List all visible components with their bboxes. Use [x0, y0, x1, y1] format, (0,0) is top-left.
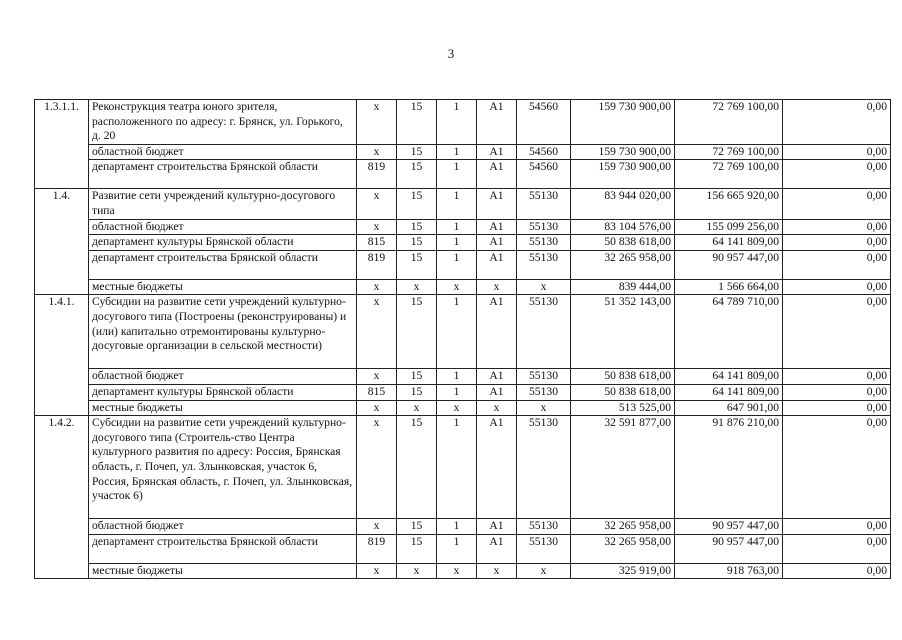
row-name-cell: местные бюджеты — [89, 563, 357, 579]
direction-cell: x — [517, 563, 571, 579]
amount-2-cell: 156 665 920,00 — [675, 189, 783, 219]
subsection-cell: 1 — [437, 189, 477, 219]
subsection-cell: 1 — [437, 100, 477, 145]
amount-3-cell: 0,00 — [783, 100, 891, 145]
row-name-cell: областной бюджет — [89, 519, 357, 535]
row-code-cell — [35, 144, 89, 160]
amount-1-cell: 32 265 958,00 — [571, 534, 675, 563]
section-cell: 15 — [397, 100, 437, 145]
target-cell: A1 — [477, 534, 517, 563]
row-name-cell: департамент строительства Брянской области — [89, 250, 357, 279]
target-cell: A1 — [477, 189, 517, 219]
table-row — [35, 416, 891, 519]
target-cell: A1 — [477, 416, 517, 519]
section-cell: 15 — [397, 295, 437, 369]
grbs-cell: x — [357, 519, 397, 535]
subsection-cell: 1 — [437, 295, 477, 369]
section-cell: 15 — [397, 369, 437, 385]
grbs-cell: x — [357, 369, 397, 385]
direction-cell: 55130 — [517, 534, 571, 563]
row-name-cell: Реконструкция театра юного зрителя, расположенного по адресу: г. Брянск, ул. Горького, д. 20 — [89, 100, 357, 145]
target-cell: A1 — [477, 144, 517, 160]
row-name-cell: департамент строительства Брянской области — [89, 534, 357, 563]
amount-2-cell: 1 566 664,00 — [675, 279, 783, 295]
target-cell: A1 — [477, 295, 517, 369]
amount-2-cell: 647 901,00 — [675, 400, 783, 416]
section-cell: 15 — [397, 519, 437, 535]
subsection-cell: 1 — [437, 384, 477, 400]
row-name-cell: Развитие сети учреждений культурно-досугового типа — [89, 189, 357, 219]
amount-1-cell: 50 838 618,00 — [571, 235, 675, 251]
target-cell: x — [477, 400, 517, 416]
target-cell: A1 — [477, 235, 517, 251]
target-cell: A1 — [477, 384, 517, 400]
subsection-cell: 1 — [437, 144, 477, 160]
section-cell: 15 — [397, 144, 437, 160]
grbs-cell: x — [357, 295, 397, 369]
amount-1-cell: 83 104 576,00 — [571, 219, 675, 235]
amount-1-cell: 32 265 958,00 — [571, 250, 675, 279]
direction-cell: x — [517, 279, 571, 295]
section-cell: 15 — [397, 160, 437, 189]
table-row — [35, 534, 891, 563]
table-row — [35, 144, 891, 160]
target-cell: A1 — [477, 100, 517, 145]
direction-cell: 54560 — [517, 100, 571, 145]
grbs-cell: x — [357, 100, 397, 145]
row-name-cell: Субсидии на развитие сети учреждений культурно-досугового типа (Строитель-ство Центра культурного развития по адресу: Россия, Брянская область, г. Почеп, ул. Злынковская, участок 6, Россия, Брянская область, г. Почеп, ул. Злынковская, участок 6) — [89, 416, 357, 519]
amount-2-cell: 155 099 256,00 — [675, 219, 783, 235]
target-cell: A1 — [477, 519, 517, 535]
table-row — [35, 279, 891, 295]
section-cell: 15 — [397, 219, 437, 235]
amount-3-cell: 0,00 — [783, 384, 891, 400]
section-cell: 15 — [397, 235, 437, 251]
grbs-cell: 819 — [357, 160, 397, 189]
section-cell: 15 — [397, 250, 437, 279]
grbs-cell: x — [357, 563, 397, 579]
amount-2-cell: 72 769 100,00 — [675, 100, 783, 145]
row-code-cell — [35, 400, 89, 416]
subsection-cell: x — [437, 400, 477, 416]
amount-2-cell: 90 957 447,00 — [675, 519, 783, 535]
amount-3-cell: 0,00 — [783, 534, 891, 563]
direction-cell: 55130 — [517, 219, 571, 235]
amount-3-cell: 0,00 — [783, 160, 891, 189]
grbs-cell: 815 — [357, 235, 397, 251]
amount-2-cell: 918 763,00 — [675, 563, 783, 579]
amount-3-cell: 0,00 — [783, 400, 891, 416]
amount-3-cell: 0,00 — [783, 189, 891, 219]
amount-1-cell: 159 730 900,00 — [571, 160, 675, 189]
amount-3-cell: 0,00 — [783, 563, 891, 579]
amount-2-cell: 91 876 210,00 — [675, 416, 783, 519]
row-code-cell: 1.4.2. — [35, 416, 89, 519]
row-name-cell: департамент культуры Брянской области — [89, 384, 357, 400]
amount-3-cell: 0,00 — [783, 416, 891, 519]
amount-1-cell: 159 730 900,00 — [571, 100, 675, 145]
direction-cell: 55130 — [517, 519, 571, 535]
row-code-cell — [35, 279, 89, 295]
table-row — [35, 235, 891, 251]
target-cell: A1 — [477, 250, 517, 279]
amount-1-cell: 83 944 020,00 — [571, 189, 675, 219]
direction-cell: 55130 — [517, 416, 571, 519]
amount-1-cell: 32 591 877,00 — [571, 416, 675, 519]
section-cell: 15 — [397, 189, 437, 219]
direction-cell: 55130 — [517, 384, 571, 400]
subsection-cell: x — [437, 279, 477, 295]
direction-cell: 55130 — [517, 295, 571, 369]
amount-3-cell: 0,00 — [783, 279, 891, 295]
amount-2-cell: 64 141 809,00 — [675, 235, 783, 251]
amount-3-cell: 0,00 — [783, 369, 891, 385]
row-name-cell: местные бюджеты — [89, 279, 357, 295]
section-cell: 15 — [397, 534, 437, 563]
subsection-cell: 1 — [437, 160, 477, 189]
amount-2-cell: 90 957 447,00 — [675, 250, 783, 279]
row-code-cell — [35, 369, 89, 385]
target-cell: x — [477, 563, 517, 579]
table-row — [35, 400, 891, 416]
row-name-cell: департамент строительства Брянской области — [89, 160, 357, 189]
budget-table — [34, 99, 891, 579]
direction-cell: 55130 — [517, 250, 571, 279]
row-code-cell — [35, 534, 89, 563]
direction-cell: 55130 — [517, 369, 571, 385]
target-cell: A1 — [477, 219, 517, 235]
amount-3-cell: 0,00 — [783, 219, 891, 235]
row-code-cell — [35, 235, 89, 251]
section-cell: 15 — [397, 416, 437, 519]
grbs-cell: x — [357, 144, 397, 160]
amount-1-cell: 325 919,00 — [571, 563, 675, 579]
section-cell: 15 — [397, 384, 437, 400]
section-cell: x — [397, 563, 437, 579]
table-row — [35, 519, 891, 535]
subsection-cell: 1 — [437, 416, 477, 519]
amount-3-cell: 0,00 — [783, 295, 891, 369]
row-name-cell: департамент культуры Брянской области — [89, 235, 357, 251]
amount-2-cell: 64 789 710,00 — [675, 295, 783, 369]
subsection-cell: 1 — [437, 219, 477, 235]
target-cell: A1 — [477, 160, 517, 189]
row-name-cell: областной бюджет — [89, 219, 357, 235]
row-code-cell: 1.4. — [35, 189, 89, 219]
grbs-cell: 819 — [357, 534, 397, 563]
amount-2-cell: 64 141 809,00 — [675, 369, 783, 385]
table-row — [35, 160, 891, 189]
table-row — [35, 369, 891, 385]
amount-3-cell: 0,00 — [783, 144, 891, 160]
grbs-cell: x — [357, 219, 397, 235]
grbs-cell: x — [357, 400, 397, 416]
row-code-cell — [35, 160, 89, 189]
target-cell: x — [477, 279, 517, 295]
row-name-cell: местные бюджеты — [89, 400, 357, 416]
table-row — [35, 219, 891, 235]
row-name-cell: Субсидии на развитие сети учреждений культурно-досугового типа (Построены (реконструированы) и (или) капитально отремонтированы культурно-досуговые организации в сельской местности) — [89, 295, 357, 369]
grbs-cell: 819 — [357, 250, 397, 279]
row-code-cell — [35, 250, 89, 279]
subsection-cell: 1 — [437, 369, 477, 385]
amount-3-cell: 0,00 — [783, 519, 891, 535]
row-code-cell: 1.4.1. — [35, 295, 89, 369]
row-code-cell — [35, 519, 89, 535]
row-code-cell — [35, 384, 89, 400]
direction-cell: x — [517, 400, 571, 416]
table-row — [35, 100, 891, 145]
table-row — [35, 250, 891, 279]
row-code-cell — [35, 563, 89, 579]
row-name-cell: областной бюджет — [89, 144, 357, 160]
amount-1-cell: 32 265 958,00 — [571, 519, 675, 535]
table-row — [35, 563, 891, 579]
amount-1-cell: 839 444,00 — [571, 279, 675, 295]
amount-3-cell: 0,00 — [783, 250, 891, 279]
grbs-cell: x — [357, 279, 397, 295]
direction-cell: 54560 — [517, 144, 571, 160]
target-cell: A1 — [477, 369, 517, 385]
amount-1-cell: 513 525,00 — [571, 400, 675, 416]
amount-3-cell: 0,00 — [783, 235, 891, 251]
amount-2-cell: 90 957 447,00 — [675, 534, 783, 563]
subsection-cell: 1 — [437, 235, 477, 251]
subsection-cell: 1 — [437, 534, 477, 563]
amount-1-cell: 51 352 143,00 — [571, 295, 675, 369]
amount-2-cell: 64 141 809,00 — [675, 384, 783, 400]
table-row — [35, 384, 891, 400]
amount-2-cell: 72 769 100,00 — [675, 144, 783, 160]
section-cell: x — [397, 279, 437, 295]
direction-cell: 54560 — [517, 160, 571, 189]
section-cell: x — [397, 400, 437, 416]
subsection-cell: x — [437, 563, 477, 579]
grbs-cell: x — [357, 189, 397, 219]
grbs-cell: x — [357, 416, 397, 519]
amount-1-cell: 50 838 618,00 — [571, 384, 675, 400]
subsection-cell: 1 — [437, 250, 477, 279]
row-code-cell — [35, 219, 89, 235]
amount-1-cell: 50 838 618,00 — [571, 369, 675, 385]
direction-cell: 55130 — [517, 235, 571, 251]
direction-cell: 55130 — [517, 189, 571, 219]
table-row — [35, 295, 891, 369]
amount-2-cell: 72 769 100,00 — [675, 160, 783, 189]
page-number: 3 — [447, 46, 455, 61]
row-name-cell: областной бюджет — [89, 369, 357, 385]
grbs-cell: 815 — [357, 384, 397, 400]
amount-1-cell: 159 730 900,00 — [571, 144, 675, 160]
subsection-cell: 1 — [437, 519, 477, 535]
row-code-cell: 1.3.1.1. — [35, 100, 89, 145]
table-row — [35, 189, 891, 219]
